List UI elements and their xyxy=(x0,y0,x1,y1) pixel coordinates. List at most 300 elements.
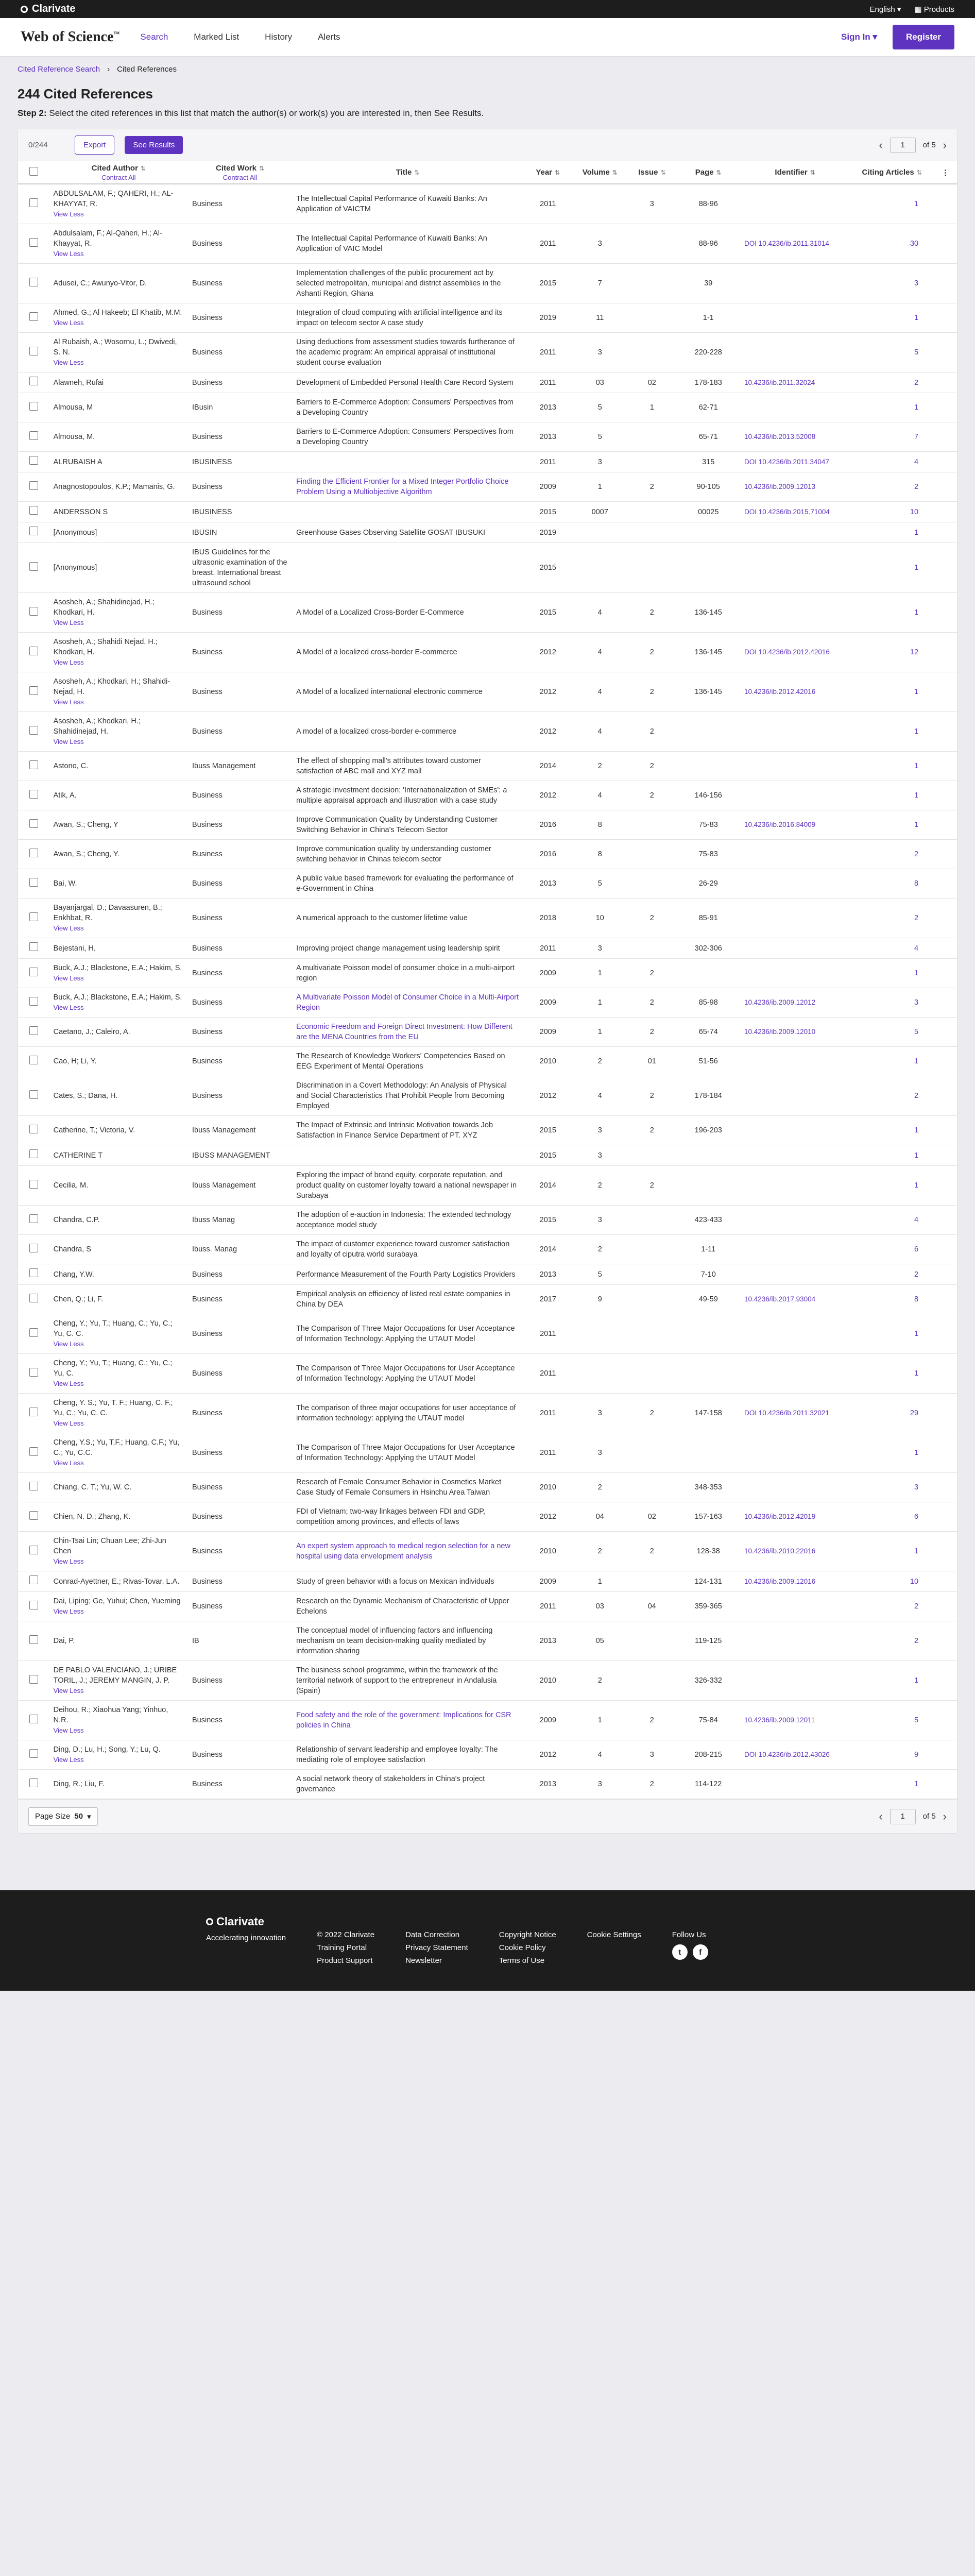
row-checkbox-cell[interactable] xyxy=(18,1076,49,1116)
col-citing-articles[interactable]: Citing Articles ⇅ xyxy=(850,161,934,184)
identifier-link[interactable]: 10.4236/ib.2010.22016 xyxy=(740,1532,850,1571)
row-checkbox-cell[interactable] xyxy=(18,1473,49,1502)
title-cell: The adoption of e-auction in Indonesia: The extended technology acceptance model study xyxy=(292,1206,523,1235)
citing-articles-link[interactable]: 6 xyxy=(850,1235,934,1264)
row-checkbox-cell[interactable] xyxy=(18,1314,49,1354)
row-checkbox-cell[interactable] xyxy=(18,1145,49,1166)
row-checkbox[interactable] xyxy=(29,1482,38,1490)
row-checkbox[interactable] xyxy=(29,878,38,887)
cited-author: ANDERSSON S xyxy=(53,507,108,516)
view-less-link[interactable]: View Less xyxy=(53,1459,84,1467)
citing-articles-link[interactable]: 1 xyxy=(850,522,934,543)
citing-articles-link[interactable]: 2 xyxy=(850,840,934,869)
row-checkbox-cell[interactable] xyxy=(18,393,49,422)
view-less-link[interactable]: View Less xyxy=(53,1756,84,1764)
view-less-link[interactable]: View Less xyxy=(53,1687,84,1694)
view-less-link[interactable]: View Less xyxy=(53,1726,84,1734)
signin-button[interactable]: Sign In ▾ xyxy=(841,32,877,42)
citing-articles-link[interactable]: 3 xyxy=(850,264,934,303)
title-cell[interactable]: An expert system approach to medical region selection for a new hospital using data envelopment analysis xyxy=(292,1532,523,1571)
language-selector[interactable]: English ▾ xyxy=(869,5,901,14)
row-checkbox-cell[interactable] xyxy=(18,1394,49,1433)
cited-work-cell: Business xyxy=(188,959,292,988)
identifier-link[interactable]: DOI 10.4236/ib.2011.34047 xyxy=(740,452,850,472)
footer-link-privacy[interactable]: Privacy Statement xyxy=(405,1943,468,1952)
footer-brand[interactable]: Clarivate xyxy=(206,1915,286,1928)
prev-page-icon[interactable]: ‹ xyxy=(879,1809,883,1823)
identifier-link[interactable]: 10.4236/ib.2017.93004 xyxy=(740,1285,850,1314)
row-checkbox[interactable] xyxy=(29,997,38,1006)
row-checkbox[interactable] xyxy=(29,1635,38,1644)
citing-articles-link[interactable]: 1 xyxy=(850,1116,934,1145)
row-checkbox-cell[interactable] xyxy=(18,672,49,712)
row-checkbox-cell[interactable] xyxy=(18,522,49,543)
row-checkbox[interactable] xyxy=(29,562,38,571)
row-checkbox[interactable] xyxy=(29,1601,38,1609)
table-row xyxy=(18,1285,957,1314)
cited-author: [Anonymous] xyxy=(53,528,97,537)
citing-articles-link[interactable]: 1 xyxy=(850,543,934,593)
identifier-link xyxy=(740,303,850,333)
row-checkbox[interactable] xyxy=(29,1244,38,1252)
row-checkbox[interactable] xyxy=(29,198,38,207)
row-checkbox[interactable] xyxy=(29,607,38,616)
col-volume[interactable]: Volume ⇅ xyxy=(572,161,627,184)
export-button[interactable]: Export xyxy=(75,135,114,155)
row-checkbox-cell[interactable] xyxy=(18,810,49,840)
citing-articles-link[interactable]: 1 xyxy=(850,184,934,224)
year-cell: 2018 xyxy=(523,899,572,938)
row-checkbox[interactable] xyxy=(29,481,38,490)
view-less-link[interactable]: View Less xyxy=(53,619,84,626)
row-checkbox-cell[interactable] xyxy=(18,1770,49,1799)
select-all-checkbox-cell[interactable] xyxy=(18,161,49,184)
row-checkbox[interactable] xyxy=(29,1675,38,1684)
issue-cell xyxy=(627,1235,676,1264)
citing-articles-link[interactable]: 10 xyxy=(850,1571,934,1592)
title-cell[interactable]: A Multivariate Poisson Model of Consumer Choice in a Multi-Airport Region xyxy=(292,988,523,1018)
row-checkbox-cell[interactable] xyxy=(18,1502,49,1532)
table-row xyxy=(18,1354,957,1394)
citing-articles-link[interactable]: 2 xyxy=(850,372,934,393)
citing-articles-link[interactable]: 4 xyxy=(850,938,934,959)
twitter-icon[interactable]: t xyxy=(672,1944,688,1960)
row-checkbox-cell[interactable] xyxy=(18,264,49,303)
row-checkbox-cell[interactable] xyxy=(18,1701,49,1740)
row-checkbox-cell[interactable] xyxy=(18,899,49,938)
row-checkbox[interactable] xyxy=(29,1090,38,1099)
cited-references-table xyxy=(18,161,957,1799)
row-checkbox[interactable] xyxy=(29,1447,38,1456)
see-results-button[interactable]: See Results xyxy=(125,136,183,154)
citing-articles-link[interactable]: 5 xyxy=(850,1018,934,1047)
cited-author: ABDULSALAM, F.; QAHERI, H.; AL-KHAYYAT, R. xyxy=(53,190,174,208)
row-checkbox[interactable] xyxy=(29,238,38,247)
products-menu[interactable]: ▦ Products xyxy=(914,5,954,14)
citing-articles-link[interactable]: 2 xyxy=(850,1621,934,1661)
row-checkbox[interactable] xyxy=(29,431,38,440)
citing-articles-link[interactable]: 10 xyxy=(850,502,934,522)
footer-link-training-portal[interactable]: Training Portal xyxy=(317,1943,367,1952)
row-checkbox[interactable] xyxy=(29,1125,38,1133)
citing-articles-link[interactable]: 1 xyxy=(850,959,934,988)
title-cell: The Comparison of Three Major Occupations for User Acceptance of Information Technology: Applying the UTAUT Model xyxy=(292,1354,523,1394)
page-cell: 75-83 xyxy=(677,810,740,840)
identifier-link[interactable]: DOI 10.4236/ib.2011.32021 xyxy=(740,1394,850,1433)
citing-articles-link[interactable]: 1 xyxy=(850,1314,934,1354)
row-checkbox-cell[interactable] xyxy=(18,1354,49,1394)
row-checkbox[interactable] xyxy=(29,726,38,735)
row-checkbox-cell[interactable] xyxy=(18,1592,49,1621)
page-cell: 315 xyxy=(677,452,740,472)
view-less-link[interactable]: View Less xyxy=(53,974,84,982)
citing-articles-link[interactable]: 2 xyxy=(850,1264,934,1285)
citing-articles-link[interactable]: 1 xyxy=(850,1047,934,1076)
row-checkbox-cell[interactable] xyxy=(18,1235,49,1264)
select-all-checkbox[interactable] xyxy=(29,167,38,176)
title-cell[interactable]: Economic Freedom and Foreign Direct Investment: How Different are the MENA Countries from the EU xyxy=(292,1018,523,1047)
citing-articles-link[interactable]: 7 xyxy=(850,422,934,452)
row-checkbox-cell[interactable] xyxy=(18,869,49,899)
identifier-link[interactable]: 10.4236/ib.2013.52008 xyxy=(740,422,850,452)
row-checkbox[interactable] xyxy=(29,1408,38,1416)
view-less-link[interactable]: View Less xyxy=(53,250,84,258)
citing-articles-link[interactable]: 6 xyxy=(850,1502,934,1532)
row-checkbox[interactable] xyxy=(29,1328,38,1337)
col-year[interactable]: Year ⇅ xyxy=(523,161,572,184)
breadcrumb-cited-reference-search[interactable]: Cited Reference Search xyxy=(18,65,100,74)
identifier-link[interactable]: 10.4236/ib.2016.84009 xyxy=(740,810,850,840)
view-less-link[interactable]: View Less xyxy=(53,1380,84,1387)
identifier-link[interactable]: 10.4236/ib.2009.12013 xyxy=(740,472,850,502)
row-checkbox-cell[interactable] xyxy=(18,752,49,781)
identifier-link[interactable]: 10.4236/ib.2009.12016 xyxy=(740,1571,850,1592)
col-issue[interactable]: Issue ⇅ xyxy=(627,161,676,184)
view-less-link[interactable]: View Less xyxy=(53,359,84,366)
identifier-link[interactable]: 10.4236/ib.2012.42016 xyxy=(740,672,850,712)
volume-cell xyxy=(572,522,627,543)
row-checkbox[interactable] xyxy=(29,278,38,286)
table-row xyxy=(18,1770,957,1799)
nav-search[interactable]: Search xyxy=(140,32,168,42)
row-checkbox-cell[interactable] xyxy=(18,1571,49,1592)
row-checkbox-cell[interactable] xyxy=(18,472,49,502)
row-checkbox[interactable] xyxy=(29,1511,38,1520)
volume-cell: 9 xyxy=(572,1285,627,1314)
row-checkbox-cell[interactable] xyxy=(18,1206,49,1235)
year-cell: 2015 xyxy=(523,502,572,522)
page-number-input[interactable]: 1 xyxy=(890,1809,916,1824)
citing-articles-link[interactable]: 2 xyxy=(850,1076,934,1116)
issue-cell xyxy=(627,869,676,899)
view-less-link[interactable]: View Less xyxy=(53,1557,84,1565)
cited-author: Chien, N. D.; Zhang, K. xyxy=(53,1513,131,1521)
row-checkbox[interactable] xyxy=(29,1056,38,1064)
prev-page-icon[interactable]: ‹ xyxy=(879,138,883,151)
row-checkbox-cell[interactable] xyxy=(18,1285,49,1314)
issue-cell: 01 xyxy=(627,1047,676,1076)
row-checkbox-cell[interactable] xyxy=(18,840,49,869)
nav-alerts[interactable]: Alerts xyxy=(318,32,340,42)
row-checkbox[interactable] xyxy=(29,1268,38,1277)
identifier-link[interactable]: DOI 10.4236/ib.2011.31014 xyxy=(740,224,850,264)
view-less-link[interactable]: View Less xyxy=(53,210,84,218)
citing-articles-link[interactable]: 5 xyxy=(850,333,934,372)
page-cell xyxy=(677,1354,740,1394)
col-page[interactable]: Page ⇅ xyxy=(677,161,740,184)
row-checkbox-cell[interactable] xyxy=(18,1166,49,1206)
row-checkbox[interactable] xyxy=(29,1294,38,1302)
facebook-icon[interactable]: f xyxy=(693,1944,708,1960)
view-less-link[interactable]: View Less xyxy=(53,1607,84,1615)
cited-author: Deihou, R.; Xiaohua Yang; Yinhuo, N.R. xyxy=(53,1706,168,1724)
citing-articles-link[interactable]: 1 xyxy=(850,1354,934,1394)
row-checkbox[interactable] xyxy=(29,456,38,465)
year-cell: 2012 xyxy=(523,633,572,672)
row-checkbox-cell[interactable] xyxy=(18,303,49,333)
cited-work-cell: Business xyxy=(188,1264,292,1285)
table-row xyxy=(18,810,957,840)
row-checkbox[interactable] xyxy=(29,1715,38,1723)
identifier-link[interactable]: 10.4236/ib.2012.42019 xyxy=(740,1502,850,1532)
identifier-link[interactable]: DOI 10.4236/ib.2015.71004 xyxy=(740,502,850,522)
row-checkbox-cell[interactable] xyxy=(18,543,49,593)
row-checkbox-cell[interactable] xyxy=(18,938,49,959)
row-checkbox-cell[interactable] xyxy=(18,959,49,988)
citing-articles-link[interactable]: 1 xyxy=(850,1145,934,1166)
clarivate-brand[interactable] xyxy=(21,3,76,15)
page-number-input[interactable]: 1 xyxy=(890,138,916,153)
row-checkbox-cell[interactable] xyxy=(18,1018,49,1047)
citing-articles-link[interactable]: 1 xyxy=(850,303,934,333)
citing-articles-link[interactable]: 1 xyxy=(850,593,934,633)
citing-articles-link[interactable]: 2 xyxy=(850,472,934,502)
column-options-icon[interactable]: ⋮ xyxy=(934,161,957,184)
row-checkbox-cell[interactable] xyxy=(18,184,49,224)
citing-articles-link[interactable]: 5 xyxy=(850,1701,934,1740)
row-checkbox[interactable] xyxy=(29,1546,38,1554)
next-page-icon[interactable]: › xyxy=(943,138,947,151)
row-checkbox[interactable] xyxy=(29,1368,38,1377)
row-checkbox-cell[interactable] xyxy=(18,633,49,672)
row-checkbox[interactable] xyxy=(29,312,38,321)
view-less-link[interactable]: View Less xyxy=(53,1004,84,1011)
row-checkbox[interactable] xyxy=(29,347,38,355)
citing-articles-link[interactable]: 1 xyxy=(850,712,934,752)
citing-articles-link[interactable]: 2 xyxy=(850,899,934,938)
author-contract-all[interactable]: Contract All xyxy=(101,173,136,181)
row-checkbox[interactable] xyxy=(29,506,38,515)
table-row xyxy=(18,1206,957,1235)
footer-link-cookie-settings[interactable]: Cookie Settings xyxy=(587,1930,641,1939)
sort-icon: ⇅ xyxy=(810,169,815,176)
identifier-link[interactable]: 10.4236/ib.2009.12012 xyxy=(740,988,850,1018)
citing-articles-link[interactable]: 4 xyxy=(850,1206,934,1235)
cited-author: Chandra, C.P. xyxy=(53,1216,100,1224)
citing-articles-link[interactable]: 1 xyxy=(850,672,934,712)
sort-icon: ⇅ xyxy=(414,169,420,176)
table-row xyxy=(18,1740,957,1770)
footer-link-data-correction[interactable]: Data Correction xyxy=(405,1930,460,1939)
row-checkbox-cell[interactable] xyxy=(18,502,49,522)
footer-link-cookie-policy[interactable]: Cookie Policy xyxy=(499,1943,546,1952)
citing-articles-link[interactable]: 29 xyxy=(850,1394,934,1433)
citing-articles-link[interactable]: 9 xyxy=(850,1740,934,1770)
row-checkbox-cell[interactable] xyxy=(18,1532,49,1571)
view-less-link[interactable]: View Less xyxy=(53,1419,84,1427)
cited-author: Chen, Q.; Li, F. xyxy=(53,1295,104,1303)
title-cell: The impact of customer experience toward customer satisfaction and loyalty of ciputra world surabaya xyxy=(292,1235,523,1264)
row-checkbox-cell[interactable] xyxy=(18,1433,49,1473)
citing-articles-link[interactable]: 1 xyxy=(850,1770,934,1799)
identifier-link[interactable]: 10.4236/ib.2009.12011 xyxy=(740,1701,850,1740)
row-checkbox[interactable] xyxy=(29,686,38,695)
row-checkbox-cell[interactable] xyxy=(18,781,49,810)
page-cell: 196-203 xyxy=(677,1116,740,1145)
title-cell[interactable]: Food safety and the role of the government: Implications for CSR policies in China xyxy=(292,1701,523,1740)
year-cell: 2012 xyxy=(523,1502,572,1532)
footer-link-terms[interactable]: Terms of Use xyxy=(499,1956,545,1965)
citing-articles-link[interactable]: 3 xyxy=(850,988,934,1018)
row-checkbox[interactable] xyxy=(29,912,38,921)
register-button[interactable]: Register xyxy=(893,25,954,49)
col-title[interactable]: Title ⇅ xyxy=(292,161,523,184)
citing-articles-link[interactable]: 1 xyxy=(850,781,934,810)
cited-author: Astono, C. xyxy=(53,762,89,770)
cited-work-cell: Business xyxy=(188,1571,292,1592)
row-checkbox-cell[interactable] xyxy=(18,422,49,452)
title-cell: A Model of a Localized Cross-Border E-Commerce xyxy=(292,593,523,633)
view-less-link[interactable]: View Less xyxy=(53,924,84,932)
volume-cell: 2 xyxy=(572,1047,627,1076)
volume-cell: 3 xyxy=(572,938,627,959)
table-row xyxy=(18,372,957,393)
row-checkbox-cell[interactable] xyxy=(18,452,49,472)
row-checkbox-cell[interactable] xyxy=(18,224,49,264)
page-cell: 114-122 xyxy=(677,1770,740,1799)
row-checkbox[interactable] xyxy=(29,527,38,535)
row-checkbox[interactable] xyxy=(29,1749,38,1758)
identifier-link[interactable]: DOI 10.4236/ib.2012.43026 xyxy=(740,1740,850,1770)
volume-cell: 3 xyxy=(572,1206,627,1235)
citing-articles-link[interactable]: 1 xyxy=(850,752,934,781)
citing-articles-link[interactable]: 3 xyxy=(850,1473,934,1502)
row-checkbox-cell[interactable] xyxy=(18,988,49,1018)
col-identifier[interactable]: Identifier ⇅ xyxy=(740,161,850,184)
row-checkbox-cell[interactable] xyxy=(18,1116,49,1145)
row-checkbox[interactable] xyxy=(29,760,38,769)
year-cell: 2009 xyxy=(523,472,572,502)
cited-author: Cheng, Y.S.; Yu, T.F.; Huang, C.F.; Yu, C.; Yu, C.C. xyxy=(53,1438,180,1457)
row-checkbox[interactable] xyxy=(29,1575,38,1584)
cited-author-cell xyxy=(49,810,188,840)
page-cell: 85-91 xyxy=(677,899,740,938)
citing-articles-link[interactable]: 8 xyxy=(850,869,934,899)
footer-link-product-support[interactable]: Product Support xyxy=(317,1956,373,1965)
identifier-link xyxy=(740,1473,850,1502)
citing-articles-link[interactable]: 1 xyxy=(850,1166,934,1206)
citing-articles-link[interactable]: 1 xyxy=(850,1433,934,1473)
view-less-link[interactable]: View Less xyxy=(53,658,84,666)
view-less-link[interactable]: View Less xyxy=(53,698,84,706)
citing-articles-link[interactable]: 1 xyxy=(850,393,934,422)
cited-work-cell: IBUS Guidelines for the ultrasonic examination of the breast. International breast ultrasound school xyxy=(188,543,292,593)
row-checkbox[interactable] xyxy=(29,1149,38,1158)
row-checkbox-cell[interactable] xyxy=(18,593,49,633)
citing-articles-link[interactable]: 1 xyxy=(850,1532,934,1571)
issue-cell xyxy=(627,502,676,522)
next-page-icon[interactable]: › xyxy=(943,1809,947,1823)
identifier-link[interactable]: DOI 10.4236/ib.2012.42016 xyxy=(740,633,850,672)
row-checkbox[interactable] xyxy=(29,1778,38,1787)
row-checkbox-cell[interactable] xyxy=(18,333,49,372)
footer-link-newsletter[interactable]: Newsletter xyxy=(405,1956,442,1965)
citing-articles-link[interactable]: 12 xyxy=(850,633,934,672)
citing-articles-link[interactable]: 8 xyxy=(850,1285,934,1314)
row-checkbox[interactable] xyxy=(29,968,38,976)
cited-author: Caetano, J.; Caleiro, A. xyxy=(53,1028,130,1036)
row-checkbox[interactable] xyxy=(29,377,38,385)
citing-articles-link[interactable]: 1 xyxy=(850,810,934,840)
citing-articles-link[interactable]: 30 xyxy=(850,224,934,264)
view-less-link[interactable]: View Less xyxy=(53,738,84,745)
row-checkbox[interactable] xyxy=(29,647,38,655)
row-checkbox[interactable] xyxy=(29,1214,38,1223)
col-cited-author[interactable]: Cited Author ⇅ Contract All xyxy=(49,161,188,184)
nav-history[interactable]: History xyxy=(265,32,293,42)
page-cell: 302-306 xyxy=(677,938,740,959)
row-checkbox[interactable] xyxy=(29,1026,38,1035)
citing-articles-link[interactable]: 4 xyxy=(850,452,934,472)
identifier-link[interactable]: 10.4236/ib.2011.32024 xyxy=(740,372,850,393)
footer-link-copyright-notice[interactable]: Copyright Notice xyxy=(499,1930,556,1939)
title-cell: Integration of cloud computing with artificial intelligence and its impact on telecom sector A case study xyxy=(292,303,523,333)
page-size-select[interactable]: Page Size 50 ▾ xyxy=(28,1807,98,1826)
footer-col-1 xyxy=(317,1915,374,1965)
work-contract-all[interactable]: Contract All xyxy=(223,173,258,181)
view-less-link[interactable]: View Less xyxy=(53,1340,84,1348)
row-checkbox[interactable] xyxy=(29,790,38,799)
identifier-link[interactable]: 10.4236/ib.2009.12010 xyxy=(740,1018,850,1047)
row-checkbox[interactable] xyxy=(29,1180,38,1189)
citing-articles-link[interactable]: 1 xyxy=(850,1661,934,1701)
citing-articles-link[interactable]: 2 xyxy=(850,1592,934,1621)
row-checkbox-cell[interactable] xyxy=(18,1264,49,1285)
volume-cell: 3 xyxy=(572,333,627,372)
row-checkbox-cell[interactable] xyxy=(18,1740,49,1770)
issue-cell xyxy=(627,1314,676,1354)
col-cited-work[interactable]: Cited Work ⇅ Contract All xyxy=(188,161,292,184)
view-less-link[interactable]: View Less xyxy=(53,319,84,327)
nav-marked-list[interactable]: Marked List xyxy=(194,32,240,42)
year-cell: 2012 xyxy=(523,672,572,712)
row-checkbox[interactable] xyxy=(29,942,38,951)
row-checkbox[interactable] xyxy=(29,819,38,828)
row-checkbox[interactable] xyxy=(29,402,38,411)
row-checkbox-cell[interactable] xyxy=(18,372,49,393)
row-checkbox-cell[interactable] xyxy=(18,712,49,752)
row-checkbox-cell[interactable] xyxy=(18,1047,49,1076)
identifier-link xyxy=(740,752,850,781)
title-cell[interactable]: Finding the Efficient Frontier for a Mixed Integer Portfolio Choice Problem Using a Multiobjective Algorithm xyxy=(292,472,523,502)
year-cell: 2011 xyxy=(523,1394,572,1433)
row-checkbox[interactable] xyxy=(29,849,38,857)
breadcrumb-current: Cited References xyxy=(117,65,177,74)
wos-logo[interactable]: Web of Science™ xyxy=(21,29,120,45)
row-checkbox-cell[interactable] xyxy=(18,1661,49,1701)
cited-author-cell xyxy=(49,502,188,522)
row-checkbox-cell[interactable] xyxy=(18,1621,49,1661)
